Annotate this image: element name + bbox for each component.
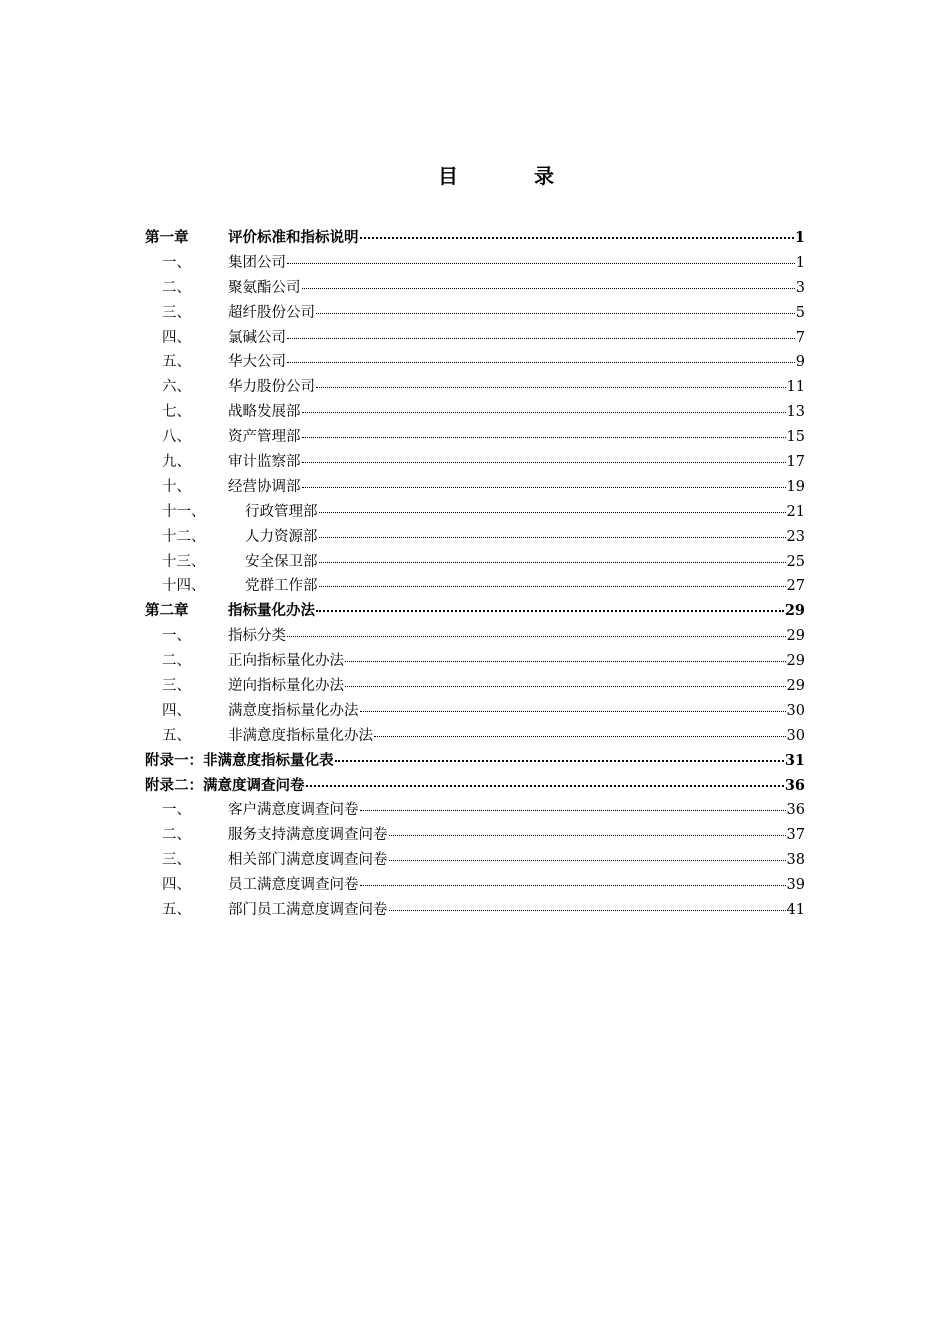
toc-section-entry[interactable] xyxy=(145,724,805,749)
toc-entry-page-number: 15 xyxy=(786,429,805,446)
toc-entry-page-number: 23 xyxy=(786,528,805,545)
toc-entry-number: 五、 xyxy=(162,727,191,744)
toc-section-entry[interactable] xyxy=(145,400,805,425)
toc-entry-number: 第二章 xyxy=(145,602,189,620)
toc-entry-number: 四、 xyxy=(162,877,191,894)
toc-dot-leader xyxy=(316,312,795,314)
toc-entry-page-number: 36 xyxy=(784,776,805,794)
toc-entry-label: 客户满意度调查问卷 xyxy=(228,802,359,819)
toc-entry-page-number: 13 xyxy=(786,404,805,421)
toc-entry-page-number: 25 xyxy=(786,553,805,570)
toc-section-entry[interactable] xyxy=(145,550,805,575)
toc-section-entry[interactable] xyxy=(145,873,805,898)
toc-dot-leader xyxy=(319,585,786,587)
toc-entry-number: 一、 xyxy=(162,628,191,645)
toc-dot-leader xyxy=(360,236,794,239)
toc-appendix-entry[interactable] xyxy=(145,774,805,799)
toc-entry-page-number: 29 xyxy=(786,653,805,670)
toc-dot-leader xyxy=(302,486,786,488)
toc-section-entry[interactable] xyxy=(145,425,805,450)
toc-entry-number: 一、 xyxy=(162,802,191,819)
toc-entry-number: 五、 xyxy=(162,902,191,919)
toc-entry-page-number: 27 xyxy=(786,578,805,595)
toc-entry-number: 四、 xyxy=(162,702,191,719)
toc-entry-page-number: 9 xyxy=(795,354,805,371)
toc-entry-label: 部门员工满意度调查问卷 xyxy=(228,902,388,919)
toc-entry-label: 服务支持满意度调查问卷 xyxy=(228,827,388,844)
toc-section-entry[interactable] xyxy=(145,674,805,699)
toc-entry-number: 三、 xyxy=(162,678,191,695)
toc-entry-page-number: 37 xyxy=(786,827,805,844)
toc-entry-page-number: 38 xyxy=(786,852,805,869)
toc-entry-page-number: 29 xyxy=(786,678,805,695)
toc-entry-label: 安全保卫部 xyxy=(245,553,318,570)
toc-section-entry[interactable] xyxy=(145,649,805,674)
toc-section-entry[interactable] xyxy=(145,798,805,823)
toc-entry-label: 资产管理部 xyxy=(228,429,301,446)
toc-entry-number: 十、 xyxy=(162,478,191,495)
toc-dot-leader xyxy=(306,784,784,787)
toc-entry-number: 十三、 xyxy=(162,553,206,570)
toc-dot-leader xyxy=(287,361,795,363)
toc-entry-label: 指标量化办法 xyxy=(228,602,315,620)
toc-entry-number: 二、 xyxy=(162,279,191,296)
toc-entry-label: 附录二：满意度调查问卷 xyxy=(145,776,305,794)
toc-dot-leader xyxy=(316,609,784,612)
toc-dot-leader xyxy=(319,561,786,563)
toc-dot-leader xyxy=(360,710,786,712)
toc-dot-leader xyxy=(360,884,786,886)
toc-dot-leader xyxy=(319,536,786,538)
toc-entry-number: 十一、 xyxy=(162,503,206,520)
toc-entry-label: 相关部门满意度调查问卷 xyxy=(228,852,388,869)
toc-entry-number: 十四、 xyxy=(162,578,206,595)
toc-dot-leader xyxy=(345,685,786,687)
toc-entry-label: 正向指标量化办法 xyxy=(228,653,344,670)
toc-section-entry[interactable] xyxy=(145,350,805,375)
toc-entry-number: 六、 xyxy=(162,379,191,396)
toc-entry-number: 三、 xyxy=(162,852,191,869)
toc-section-entry[interactable] xyxy=(145,848,805,873)
toc-entry-number: 九、 xyxy=(162,454,191,471)
toc-section-entry[interactable] xyxy=(145,375,805,400)
toc-entry-label: 员工满意度调查问卷 xyxy=(228,877,359,894)
toc-entry-label: 满意度指标量化办法 xyxy=(228,702,359,719)
toc-entry-number: 二、 xyxy=(162,653,191,670)
toc-entry-label: 审计监察部 xyxy=(228,454,301,471)
toc-entry-page-number: 29 xyxy=(786,628,805,645)
toc-entry-page-number: 11 xyxy=(786,379,805,396)
toc-title: 目 录 xyxy=(438,164,582,188)
toc-dot-leader xyxy=(389,834,786,836)
toc-entry-page-number: 31 xyxy=(784,751,805,769)
toc-entry-label: 超纤股份公司 xyxy=(228,304,315,321)
toc-entry-page-number: 19 xyxy=(786,478,805,495)
toc-entry-label: 集团公司 xyxy=(228,254,286,271)
toc-dot-leader xyxy=(389,859,786,861)
toc-entry-label: 行政管理部 xyxy=(245,503,318,520)
toc-dot-leader xyxy=(287,635,786,637)
toc-dot-leader xyxy=(345,660,786,662)
toc-entry-page-number: 1 xyxy=(794,229,805,246)
toc-dot-leader xyxy=(335,759,784,762)
toc-dot-leader xyxy=(287,337,795,339)
toc-chapter-entry[interactable] xyxy=(145,226,805,251)
toc-section-entry[interactable] xyxy=(145,301,805,326)
toc-dot-leader xyxy=(287,262,795,264)
toc-entry-number: 第一章 xyxy=(145,229,189,246)
toc-section-entry[interactable] xyxy=(145,276,805,301)
toc-entry-label: 氯碱公司 xyxy=(228,329,286,346)
toc-entry-number: 三、 xyxy=(162,304,191,321)
toc-entry-page-number: 21 xyxy=(786,503,805,520)
toc-section-entry[interactable] xyxy=(145,525,805,550)
toc-dot-leader xyxy=(374,735,786,737)
toc-entry-label: 指标分类 xyxy=(228,628,286,645)
toc-section-entry[interactable] xyxy=(145,898,805,923)
toc-entry-label: 评价标准和指标说明 xyxy=(228,229,359,246)
toc-entry-number: 四、 xyxy=(162,329,191,346)
toc-entry-page-number: 30 xyxy=(786,702,805,719)
toc-entry-label: 聚氨酯公司 xyxy=(228,279,301,296)
toc-section-entry[interactable] xyxy=(145,450,805,475)
table-of-contents xyxy=(145,226,805,923)
toc-section-entry[interactable] xyxy=(145,500,805,525)
toc-entry-number: 五、 xyxy=(162,354,191,371)
toc-entry-page-number: 5 xyxy=(795,304,805,321)
toc-dot-leader xyxy=(302,461,786,463)
toc-entry-label: 党群工作部 xyxy=(245,578,318,595)
toc-entry-page-number: 29 xyxy=(784,602,805,620)
toc-entry-page-number: 1 xyxy=(795,254,805,271)
toc-entry-label: 华力股份公司 xyxy=(228,379,315,396)
toc-section-entry[interactable] xyxy=(145,475,805,500)
toc-entry-page-number: 39 xyxy=(786,877,805,894)
toc-dot-leader xyxy=(302,436,786,438)
toc-section-entry[interactable] xyxy=(145,326,805,351)
toc-dot-leader xyxy=(389,909,786,911)
toc-entry-number: 十二、 xyxy=(162,528,206,545)
toc-entry-label: 逆向指标量化办法 xyxy=(228,678,344,695)
toc-section-entry[interactable] xyxy=(145,251,805,276)
toc-entry-page-number: 7 xyxy=(795,329,805,346)
toc-appendix-entry[interactable] xyxy=(145,749,805,774)
toc-entry-page-number: 36 xyxy=(786,802,805,819)
toc-entry-page-number: 30 xyxy=(786,727,805,744)
toc-entry-label: 华大公司 xyxy=(228,354,286,371)
toc-entry-number: 二、 xyxy=(162,827,191,844)
toc-entry-label: 附录一：非满意度指标量化表 xyxy=(145,751,334,769)
toc-entry-label: 人力资源部 xyxy=(245,528,318,545)
toc-entry-page-number: 3 xyxy=(795,279,805,296)
toc-dot-leader xyxy=(302,287,795,289)
toc-entry-page-number: 41 xyxy=(786,902,805,919)
toc-entry-label: 非满意度指标量化办法 xyxy=(228,727,373,744)
toc-entry-number: 八、 xyxy=(162,429,191,446)
toc-entry-number: 七、 xyxy=(162,404,191,421)
toc-section-entry[interactable] xyxy=(145,823,805,848)
toc-section-entry[interactable] xyxy=(145,574,805,599)
toc-section-entry[interactable] xyxy=(145,624,805,649)
toc-section-entry[interactable] xyxy=(145,699,805,724)
toc-entry-label: 经营协调部 xyxy=(228,478,301,495)
toc-dot-leader xyxy=(360,809,786,811)
toc-dot-leader xyxy=(319,511,786,513)
toc-entry-page-number: 17 xyxy=(786,454,805,471)
toc-entry-label: 战略发展部 xyxy=(228,404,301,421)
toc-entry-number: 一、 xyxy=(162,254,191,271)
toc-chapter-entry[interactable] xyxy=(145,599,805,624)
toc-dot-leader xyxy=(302,411,786,413)
toc-dot-leader xyxy=(316,386,786,388)
